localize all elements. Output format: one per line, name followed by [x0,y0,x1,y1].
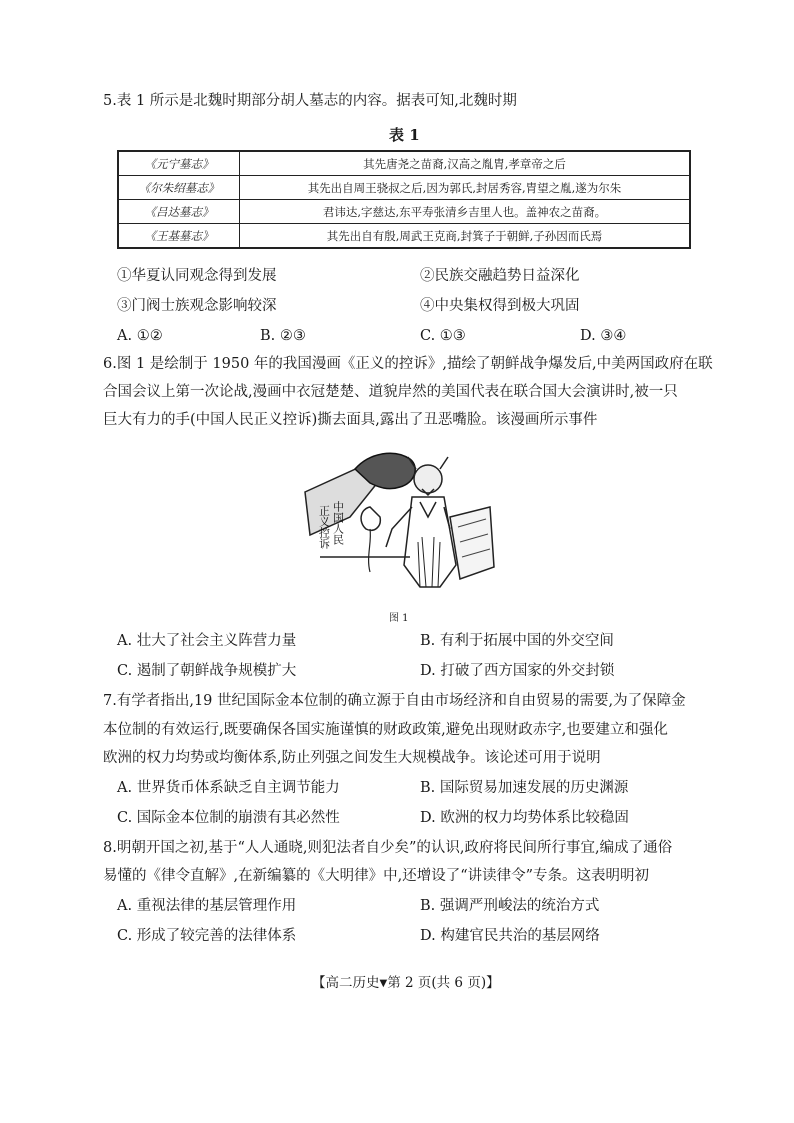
q6-option-c[interactable]: C. 遏制了朝鲜战争规模扩大 [117,663,297,679]
q5-option-d[interactable]: D. ③④ [580,328,627,344]
footer-subject: 【高二历史 [312,975,380,991]
tomb-inscription-table [117,150,691,249]
table-cell-content: 其先出自周王骁叔之后,因为郭氏,封居秀容,胄望之胤,遂为尔朱 [240,176,691,200]
table-caption: 表 1 [389,126,420,144]
q7-option-b[interactable]: B. 国际贸易加速发展的历史渊源 [420,780,629,796]
figure-caption: 图 1 [389,613,409,624]
q7-stem-line-2: 本位制的有效运行,既要确保各国实施谨慎的财政政策,避免出现财政赤字,也要建立和强化 [103,722,668,738]
table-cell-name: 《元宁墓志》 [118,151,240,176]
q5-item-3: ③门阀士族观念影响较深 [117,298,277,314]
table-row [118,224,690,249]
monster-head [414,465,442,493]
q5-option-c[interactable]: C. ①③ [420,328,466,344]
cartoon-figure [300,447,496,595]
table-cell-name: 《王基墓志》 [118,224,240,249]
q5-option-b[interactable]: B. ②③ [260,328,306,344]
q5-item-2: ②民族交融趋势日益深化 [420,268,580,284]
q6-stem-line-2: 合国会议上第一次论战,漫画中衣冠楚楚、道貌岸然的美国代表在联合国大会演讲时,被一只 [103,384,678,400]
q8-option-a[interactable]: A. 重视法律的基层管理作用 [117,898,297,914]
table-row [118,151,690,176]
q5-item-4: ④中央集权得到极大巩固 [420,298,580,314]
q6-option-d[interactable]: D. 打破了西方国家的外交封锁 [420,663,615,679]
table-cell-name: 《吕达墓志》 [118,200,240,224]
q6-option-a[interactable]: A. 壮大了社会主义阵营力量 [117,633,297,649]
q7-option-c[interactable]: C. 国际金本位制的崩溃有其必然性 [117,810,340,826]
table-cell-content: 其先唐尧之苗裔,汉高之胤胄,孝章帝之后 [240,151,691,176]
q6-stem-line-3: 巨大有力的手(中国人民正义控诉)撕去面具,露出了丑恶嘴脸。该漫画所示事件 [103,412,598,428]
torn-mask [361,507,380,530]
page-footer [312,971,500,991]
q7-option-a[interactable]: A. 世界货币体系缺乏自主调节能力 [117,780,340,796]
suited-body [404,497,456,587]
footer-page-number: 第 2 页(共 6 页)】 [387,975,500,991]
q7-option-d[interactable]: D. 欧洲的权力均势体系比较稳固 [420,810,629,826]
q7-stem-line-3: 欧洲的权力均势或均衡体系,防止列强之间发生大规模战争。该论述可用于说明 [103,750,601,766]
q8-option-b[interactable]: B. 强调严刑峻法的统治方式 [420,898,600,914]
table-row [118,200,690,224]
table-cell-content: 君讳达,字慈达,东平寿张清乡吉里人也。盖神农之苗裔。 [240,200,691,224]
cartoon-text-justice-accusation: 正义控诉 [317,505,331,549]
q8-stem-line-1: 8.明朝开国之初,基于“人人通晓,则犯法者自少矣”的认识,政府将民间所行事宜,编成了通俗 [103,840,673,856]
podium [450,507,494,579]
q8-stem-line-2: 易懂的《律令直解》,在新编纂的《大明律》中,还增设了“讲读律令”专条。这表明明初 [103,868,650,884]
q5-option-a[interactable]: A. ①② [117,328,163,344]
q6-option-b[interactable]: B. 有利于拓展中国的外交空间 [420,633,614,649]
cartoon-illustration [300,447,496,595]
table-row [118,176,690,200]
table-cell-content: 其先出自有殷,周武王克商,封箕子于朝鲜,子孙因而氏焉 [240,224,691,249]
triangle-down-icon: ▼ [379,978,388,989]
q8-option-c[interactable]: C. 形成了较完善的法律体系 [117,928,297,944]
q7-stem-line-1: 7.有学者指出,19 世纪国际金本位制的确立源于自由市场经济和自由贸易的需要,为了保障金 [103,693,686,709]
q5-item-1: ①华夏认同观念得到发展 [117,268,277,284]
q8-option-d[interactable]: D. 构建官民共治的基层网络 [420,928,600,944]
q6-stem-line-1: 6.图 1 是绘制于 1950 年的我国漫画《正义的控诉》,描绘了朝鲜战争爆发后,中美两国政府在联 [103,356,713,372]
table-cell-name: 《尔朱绍墓志》 [118,176,240,200]
q5-stem: 5.表 1 所示是北魏时期部分胡人墓志的内容。据表可知,北魏时期 [103,93,517,109]
cartoon-text-china-people: 中国人民 [331,501,345,545]
